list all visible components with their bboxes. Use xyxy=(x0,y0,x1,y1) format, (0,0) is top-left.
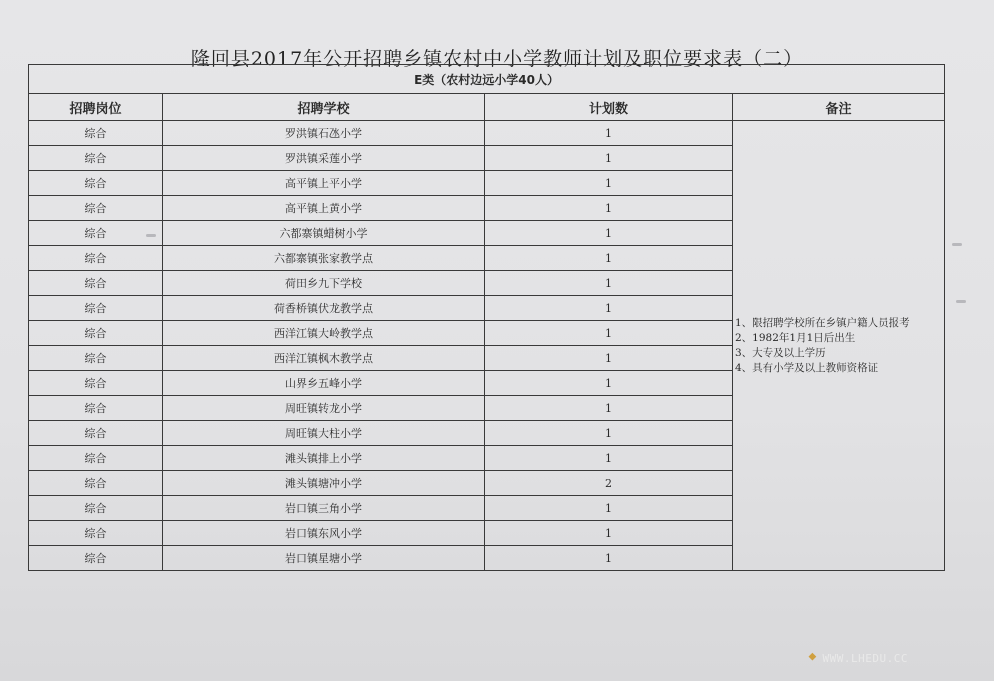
cell-school: 荷香桥镇伏龙教学点 xyxy=(163,296,485,321)
note-line: 3、大专及以上学历 xyxy=(735,346,826,359)
cell-school: 山界乡五峰小学 xyxy=(163,371,485,396)
cell-count: 1 xyxy=(485,546,733,571)
cell-position: 综合 xyxy=(29,321,163,346)
cell-position: 综合 xyxy=(29,346,163,371)
note-line: 4、具有小学及以上教师资格证 xyxy=(735,361,879,374)
logo-icon: ◆ xyxy=(808,649,817,664)
cell-count: 1 xyxy=(485,146,733,171)
cell-school: 西洋江镇大岭教学点 xyxy=(163,321,485,346)
cell-position: 综合 xyxy=(29,171,163,196)
cell-school: 岩口镇三角小学 xyxy=(163,496,485,521)
watermark-text: WWW.LHEDU.CC xyxy=(822,652,908,665)
cell-count: 1 xyxy=(485,221,733,246)
watermark xyxy=(808,649,908,665)
cell-position: 综合 xyxy=(29,246,163,271)
cell-school: 西洋江镇枫木教学点 xyxy=(163,346,485,371)
cell-position: 综合 xyxy=(29,196,163,221)
header-school: 招聘学校 xyxy=(163,94,485,121)
cell-count: 1 xyxy=(485,446,733,471)
cell-count: 1 xyxy=(485,121,733,146)
cell-school: 六都寨镇张家教学点 xyxy=(163,246,485,271)
note-line: 1、限招聘学校所在乡镇户籍人员报考 xyxy=(735,316,910,329)
cell-position: 综合 xyxy=(29,271,163,296)
cell-school: 周旺镇大柱小学 xyxy=(163,421,485,446)
cell-count: 1 xyxy=(485,321,733,346)
paper-smudge xyxy=(956,300,966,303)
cell-count: 1 xyxy=(485,496,733,521)
note-line: 2、1982年1月1日后出生 xyxy=(735,331,856,344)
cell-position: 综合 xyxy=(29,296,163,321)
cell-count: 2 xyxy=(485,471,733,496)
document-title: 隆回县2017年公开招聘乡镇农村中小学教师计划及职位要求表（二） xyxy=(190,48,804,70)
cell-count: 1 xyxy=(485,346,733,371)
cell-count: 1 xyxy=(485,246,733,271)
cell-school: 滩头镇排上小学 xyxy=(163,446,485,471)
cell-school: 周旺镇转龙小学 xyxy=(163,396,485,421)
cell-count: 1 xyxy=(485,196,733,221)
cell-position: 综合 xyxy=(29,446,163,471)
cell-count: 1 xyxy=(485,396,733,421)
recruitment-table xyxy=(28,64,945,571)
cell-count: 1 xyxy=(485,371,733,396)
notes-cell xyxy=(733,121,945,571)
cell-count: 1 xyxy=(485,171,733,196)
table-row xyxy=(29,121,945,146)
cell-position: 综合 xyxy=(29,471,163,496)
cell-position: 综合 xyxy=(29,146,163,171)
cell-school: 滩头镇塘冲小学 xyxy=(163,471,485,496)
cell-school: 高平镇上平小学 xyxy=(163,171,485,196)
cell-position: 综合 xyxy=(29,396,163,421)
cell-school: 罗洪镇石氹小学 xyxy=(163,121,485,146)
cell-position: 综合 xyxy=(29,496,163,521)
paper-smudge xyxy=(146,234,156,237)
cell-position: 综合 xyxy=(29,421,163,446)
category-header: E类（农村边远小学40人） xyxy=(29,65,945,94)
cell-position: 综合 xyxy=(29,121,163,146)
cell-position: 综合 xyxy=(29,221,163,246)
cell-position: 综合 xyxy=(29,521,163,546)
cell-school: 荷田乡九下学校 xyxy=(163,271,485,296)
cell-school: 六都寨镇蜡树小学 xyxy=(163,221,485,246)
cell-school: 岩口镇东风小学 xyxy=(163,521,485,546)
header-position: 招聘岗位 xyxy=(29,94,163,121)
cell-count: 1 xyxy=(485,271,733,296)
header-count: 计划数 xyxy=(485,94,733,121)
cell-position: 综合 xyxy=(29,371,163,396)
cell-school: 罗洪镇采莲小学 xyxy=(163,146,485,171)
cell-count: 1 xyxy=(485,296,733,321)
cell-school: 高平镇上黄小学 xyxy=(163,196,485,221)
header-notes: 备注 xyxy=(733,94,945,121)
paper-smudge xyxy=(952,243,962,246)
cell-school: 岩口镇星塘小学 xyxy=(163,546,485,571)
cell-count: 1 xyxy=(485,521,733,546)
cell-position: 综合 xyxy=(29,546,163,571)
cell-count: 1 xyxy=(485,421,733,446)
